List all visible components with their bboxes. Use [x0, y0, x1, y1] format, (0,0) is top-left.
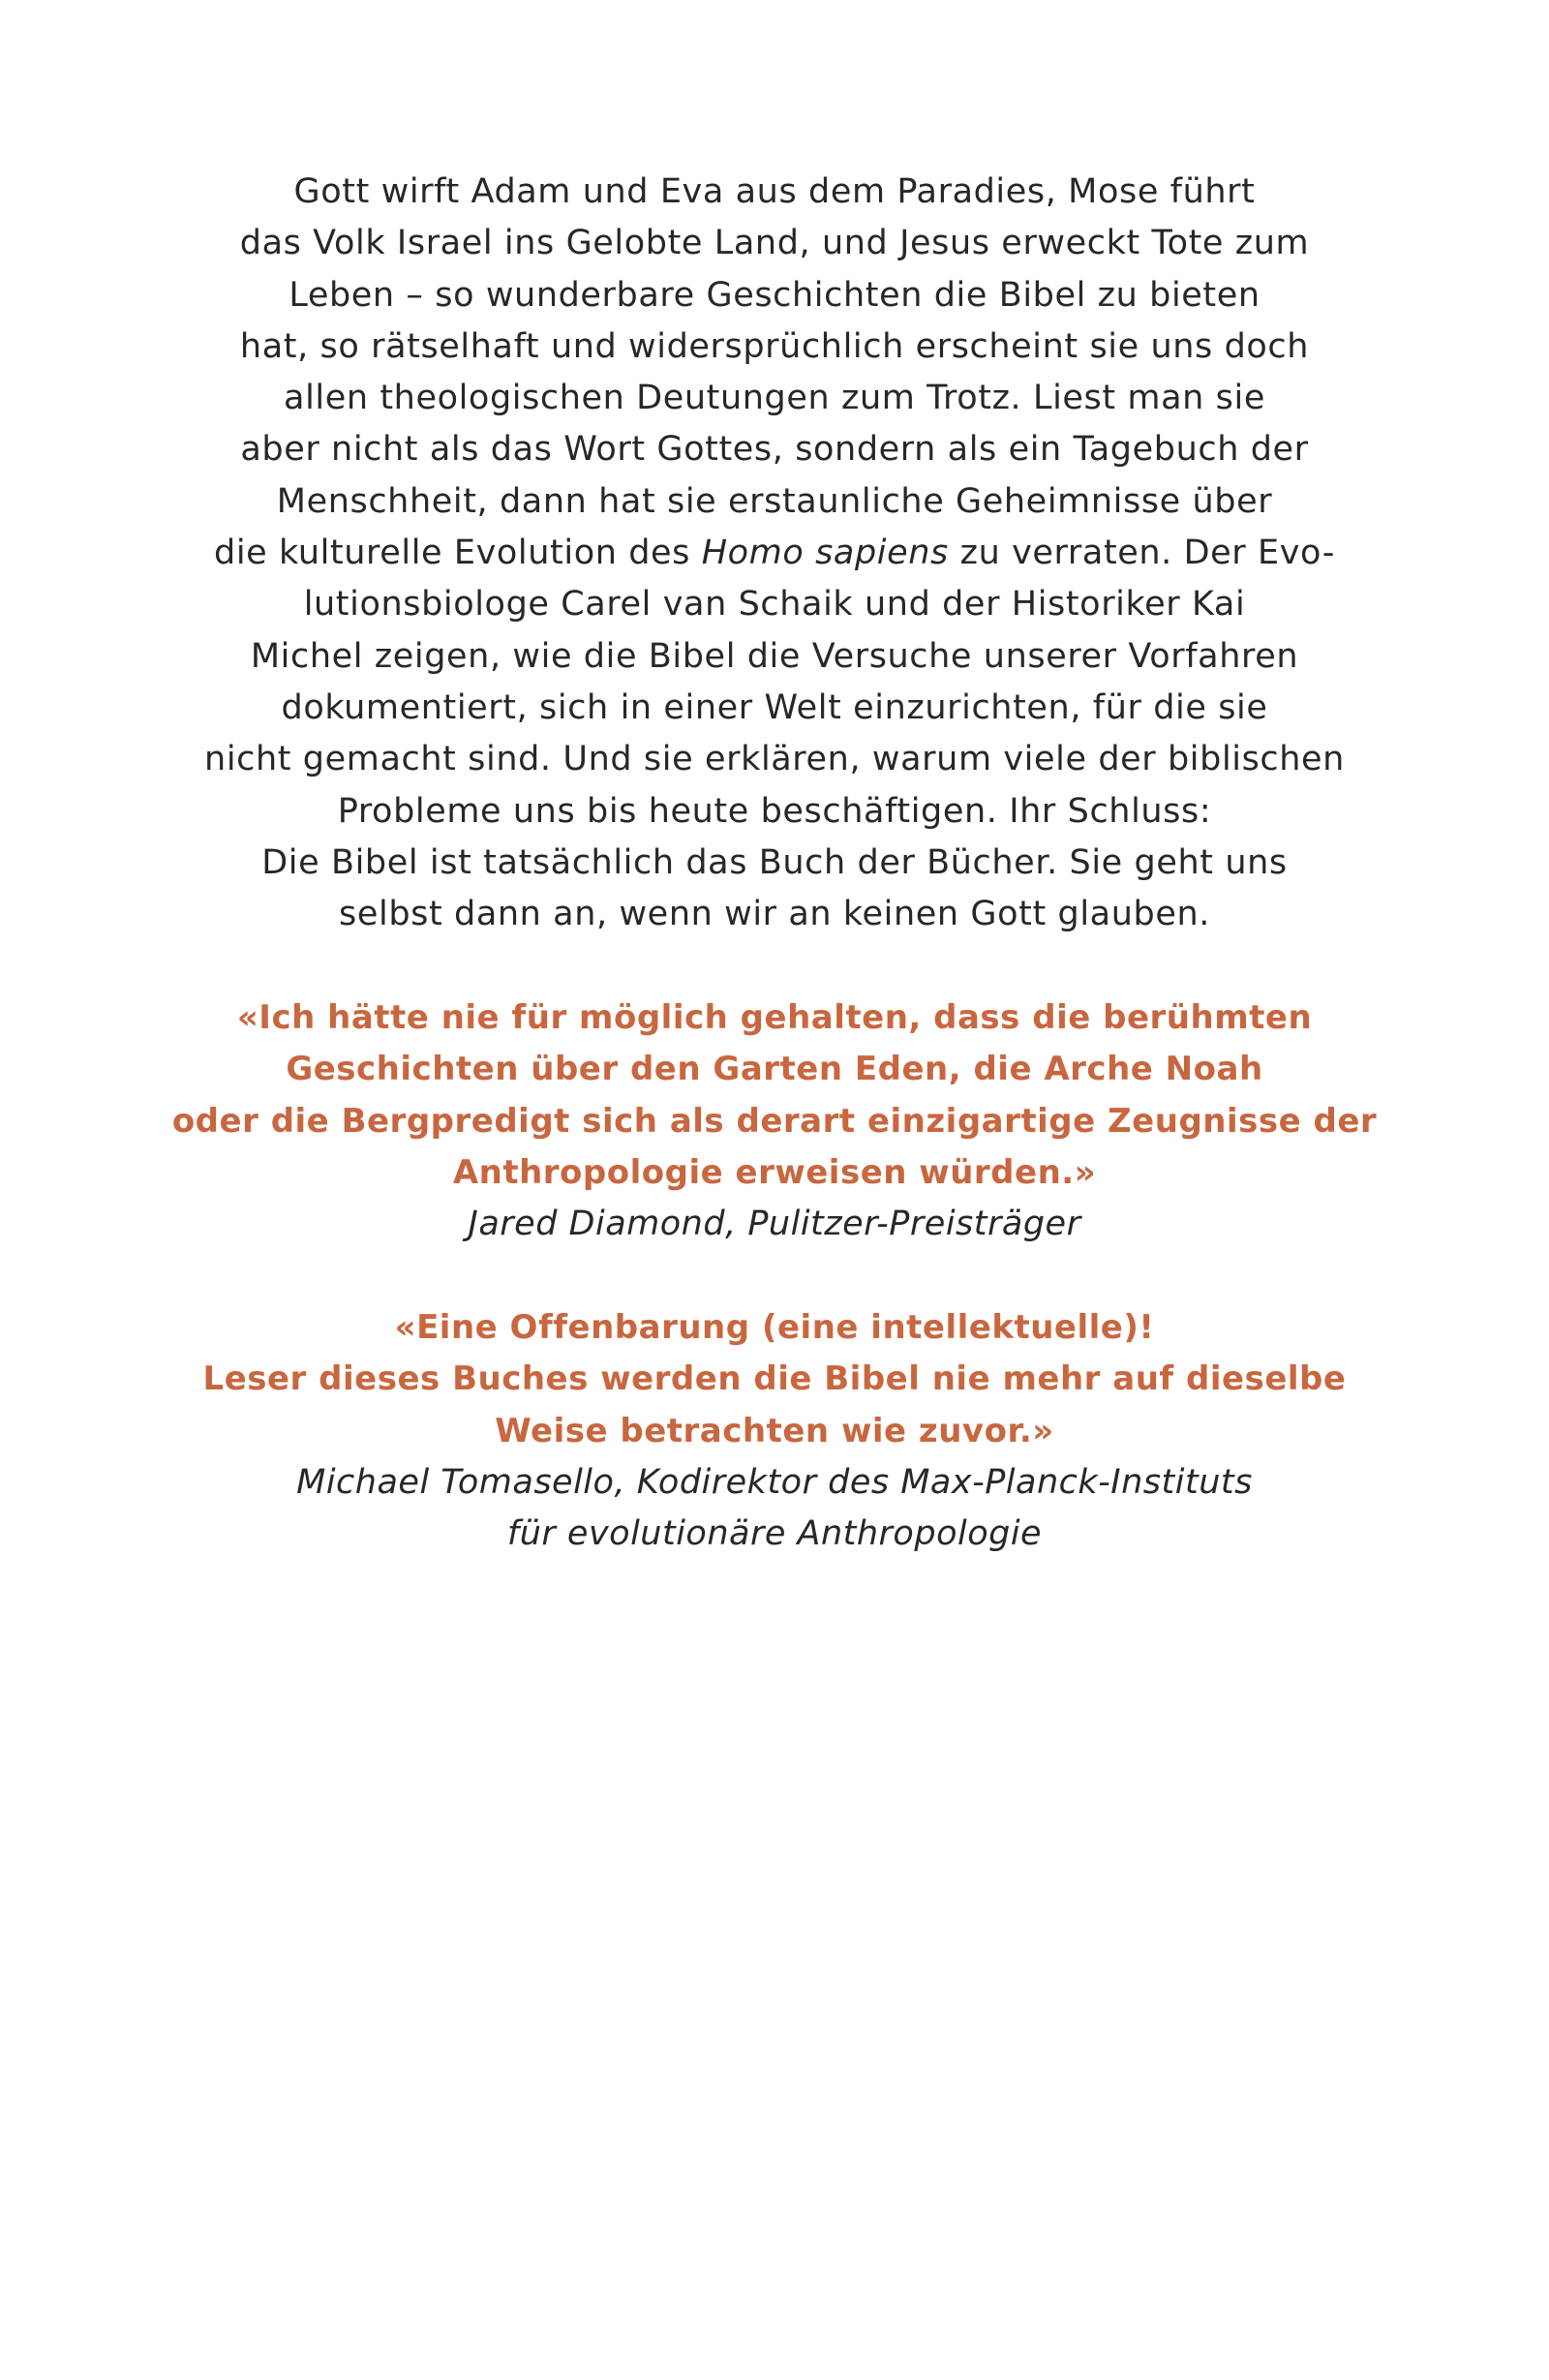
quote-line: Geschichten über den Garten Eden, die Arche Noah: [286, 1050, 1263, 1089]
blurb-line: das Volk Israel ins Gelobte Land, und Jesus erweckt Tote zum: [239, 224, 1310, 263]
blurb-line-segment: zu verraten. Der Evo-: [948, 534, 1335, 573]
blurb-line: dokumentiert, sich in einer Welt einzurichten, für die sie: [281, 687, 1268, 727]
quote-attribution: Michael Tomasello, Kodirektor des Max-Planck-Instituts: [296, 1462, 1253, 1502]
quote-line: oder die Bergpredigt sich als derart einzigartige Zeugnisse der: [171, 1101, 1378, 1141]
blurb-line: aber nicht als das Wort Gottes, sondern als ein Tagebuch der: [240, 430, 1309, 470]
blurb-line: Michel zeigen, wie die Bibel die Versuche unserer Vorfahren: [250, 636, 1299, 676]
review-quote-diamond: [145, 992, 1404, 1250]
blurb-line: lutionsbiologe Carel van Schaik und der Historiker Kai: [303, 585, 1246, 625]
blurb-line: allen theologischen Deutungen zum Trotz. Liest man sie: [284, 379, 1265, 418]
book-blurb: [145, 167, 1404, 940]
quote-line: Weise betrachten wie zuvor.»: [495, 1411, 1054, 1450]
quote-line: «Eine Offenbarung (eine intellektuelle)!: [394, 1308, 1155, 1347]
blurb-line: Leben – so wunderbare Geschichten die Bibel zu bieten: [289, 275, 1260, 315]
quote-attribution: Jared Diamond, Pulitzer-Preisträger: [468, 1205, 1081, 1244]
blurb-line: [145, 528, 1404, 579]
blurb-line: selbst dann an, wenn wir an keinen Gott glauben.: [339, 895, 1210, 934]
blurb-italic-term: Homo sapiens: [701, 534, 949, 573]
blurb-line: hat, so rätselhaft und widersprüchlich erscheint sie uns doch: [239, 326, 1310, 366]
blurb-line: Gott wirft Adam und Eva aus dem Paradies, Mose führt: [293, 172, 1256, 211]
blurb-line: Probleme uns bis heute beschäftigen. Ihr Schluss:: [337, 791, 1212, 831]
quote-line: «Ich hätte nie für möglich gehalten, dass die berühmten: [236, 998, 1313, 1037]
blurb-line: Die Bibel ist tatsächlich das Buch der Bücher. Sie geht uns: [261, 842, 1288, 882]
review-quote-tomasello: [145, 1302, 1404, 1560]
blurb-line: nicht gemacht sind. Und sie erklären, warum viele der biblischen: [204, 740, 1345, 779]
blurb-line-segment: die kulturelle Evolution des: [214, 534, 702, 573]
quote-attribution: für evolutionäre Anthropologie: [506, 1514, 1043, 1554]
blurb-line: Menschheit, dann hat sie erstaunliche Geheimnisse über: [276, 481, 1273, 521]
quote-line: Leser dieses Buches werden die Bibel nie mehr auf dieselbe: [202, 1359, 1347, 1399]
quote-line: Anthropologie erweisen würden.»: [452, 1152, 1097, 1192]
